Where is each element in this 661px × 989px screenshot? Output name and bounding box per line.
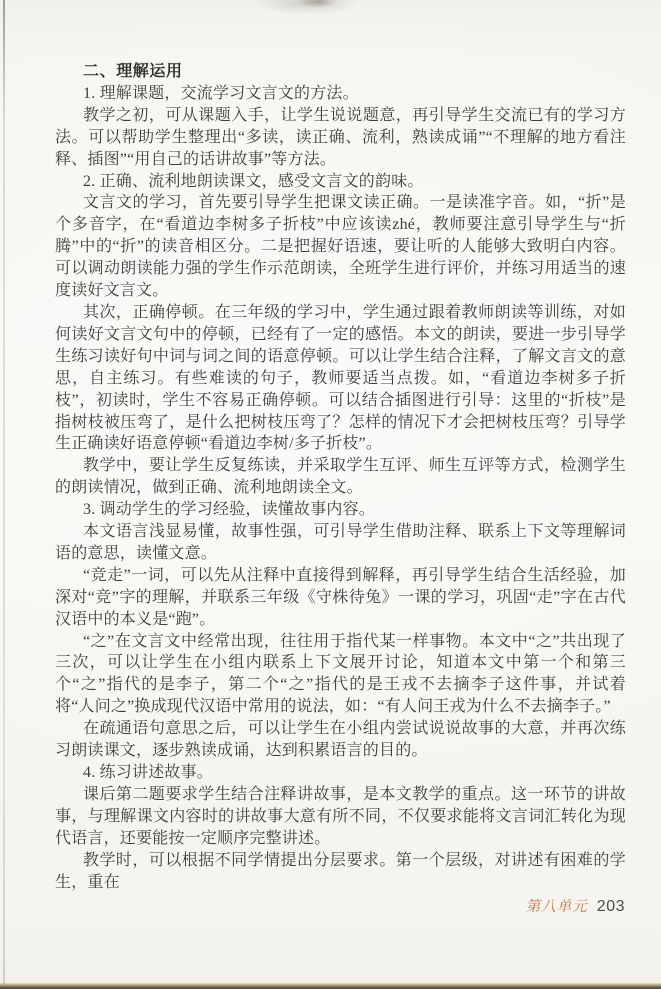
paragraph: “之”在文言文中经常出现，往往用于指代某一样事物。本文中“之”共出现了三次，可以让学生在小组内联系上下文展开讨论，知道本文中第一个和第三个“之”指代的是李子，第二个“之”指代的是王戎不去摘李子这件事，并试着将“人问之”换成现代汉语中常用的说法，如：“有人问王戎为什么不去摘李子。”: [55, 632, 626, 716]
section-heading: 二、理解运用: [83, 63, 183, 80]
paragraph: 2. 正确、流利地朗读课文，感受文言文的韵味。: [83, 172, 424, 190]
document-body: [55, 61, 626, 893]
scan-bottom-edge-band: [0, 983, 661, 989]
footer-page-number: 203: [596, 898, 625, 915]
scan-left-edge-line: [3, 0, 5, 989]
page-footer: [526, 895, 625, 916]
footer-unit-label: 第八单元: [525, 899, 588, 915]
paragraph: 1. 理解课题，交流学习文言文的方法。: [83, 84, 359, 102]
paragraph: 教学时，可以根据不同学情提出分层要求。第一个层级，对讲述有困难的学生，重在: [55, 851, 626, 891]
paragraph: 教学中，要让学生反复练读，并采取学生互评、师生互评等方式，检测学生的朗读情况，做到正确、流利地朗读全文。: [55, 457, 626, 497]
paragraph: 其次，正确停顿。在三年级的学习中，学生通过跟着教师朗读等训练，对如何读好文言文句中的停顿，已经有了一定的感悟。本文的朗读，要进一步引导学生练习读好句中词与词之间的语意停顿。可以让学生结合注释，了解文言文的意思，自主练习。有些难读的句子，教师要适当点拨。如，“看道边李树多子折枝”，初读时，学生不容易正确停顿。可以结合插图进行引导：这里的“折枝”是指树枝被压弯了，是什么把树枝压弯了？怎样的情况下才会把树枝压弯？引导学生正确读好语意停顿“看道边李树/多子折枝”。: [55, 303, 626, 453]
paragraph: 文言文的学习，首先要引导学生把课文读正确。一是读准字音。如，“折”是个多音字，在“看道边李树多子折枝”中应该读zhé，教师要注意引导学生与“折腾”中的“折”的读音相区分。二是把握好语速，要让听的人能够大致明白内容。可以调动朗读能力强的学生作示范朗读，全班学生进行评价，并练习用适当的速度读好文言文。: [55, 194, 626, 300]
paragraph: 教学之初，可从课题入手，让学生说说题意，再引导学生交流已有的学习方法。可以帮助学生整理出“多读，读正确、流利，熟读成诵”“不理解的地方看注释、插图”“用自己的话讲故事”等方法。: [55, 106, 626, 168]
paragraph: 课后第二题要求学生结合注释讲故事，是本文教学的重点。这一环节的讲故事，与理解课文内容时的讲故事大意有所不同，不仅要求能将文言词汇转化为现代语言，还要能按一定顺序完整讲述。: [55, 785, 626, 847]
scan-smudge-artifact: [225, 0, 375, 18]
paragraph: 3. 调动学生的学习经验，读懂故事内容。: [83, 501, 376, 519]
paragraph: “竞走”一词，可以先从注释中直接得到解释，再引导学生结合生活经验，加深对“竞”字的理解，并联系三年级《守株待兔》一课的学习，巩固“走”字在古代汉语中的本义是“跑”。: [55, 566, 626, 628]
paragraph: 4. 练习讲述故事。: [83, 764, 214, 781]
paragraph: 在疏通语句意思之后，可以让学生在小组内尝试说说故事的大意，并再次练习朗读课文，逐步熟读成诵，达到积累语言的目的。: [55, 720, 626, 760]
paragraph: 本文语言浅显易懂，故事性强，可引导学生借助注释、联系上下文等理解词语的意思，读懂文意。: [55, 523, 626, 562]
